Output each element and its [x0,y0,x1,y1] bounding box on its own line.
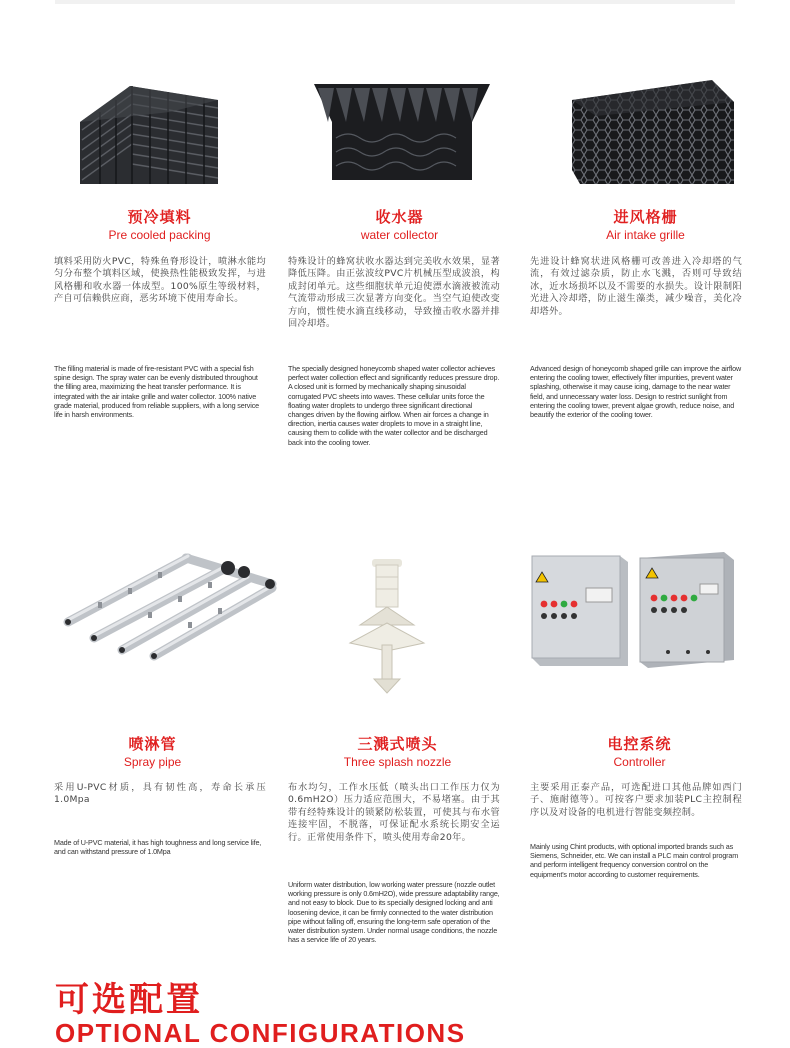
product-title-en: Three splash nozzle [343,755,452,769]
product-desc-cn: 布水均匀，工作水压低（喷头出口工作压力仅为0.6mH2O）压力适应范围大，不易堵塞。由于其带有经特殊设计的锁紧防松装置，可使其与布水管连接牢固，不脱落，可保证配水系统长期安全运行。正常使用条件下，喷头使用寿命20年。 [288,782,500,843]
product-desc-cn: 主要采用正泰产品，可选配进口其他品牌如西门子、施耐德等）。可按客户要求加装PLC主控制程序以及对设备的电机进行智能变频控制。 [530,782,742,818]
water-collector-image [312,82,492,180]
product-title-cn: 电控系统 [607,735,672,753]
product-desc-en: The specially designed honeycomb shaped water collector achieves perfect water collection effect and significantly reduces pressure drop. A closed unit is formed by mechanically shaping sinusoidal corrugated PVC sheets into waves. These cellular units force the floating water droplets to undergo three significant directional changes driven by the flowing airflow. When air forces a change in direction, inertia causes water droplets to move in a straight line, causing them to collide with the water collector and be discharged back into the cooling tower. [288,364,500,447]
product-title-cn: 三溅式喷头 [357,735,438,753]
splash-nozzle-image [346,555,428,695]
product-title-en: Spray pipe [123,755,182,769]
product-desc-en: Mainly using Chint products, with optional imported brands such as Siemens, Schneider, etc. We can install a PLC main control program and perform intelligent frequency conversion control on the equipment's motor according to customer requirements. [530,842,739,879]
product-title-en: Air intake grille [606,228,685,242]
product-title-en: Pre cooled packing [108,228,211,242]
pre-cooled-packing-image [70,82,220,184]
product-title-en: water collector [360,228,439,242]
product-desc-cn: 先进设计蜂窝状进风格栅可改善进入冷却塔的气流，有效过滤杂质，防止水飞溅，否则可导致结冰，近水场损坏以及不需要的水损失。设计限制阳光进入冷却塔，防止滋生藻类，减少噪音，美化冷却塔外。 [530,256,742,317]
product-desc-en: The filling material is made of fire-resistant PVC with a special fish spine design. The spray water can be evenly distributed throughout the filling area, maximizing the heat transfer performance. It is integrated with the air intake grille and water collector. 100% native grade material, produced from reliable suppliers, with a long service life in harsh environments. [54,364,259,420]
product-desc-cn: 填料采用防火PVC，特殊鱼脊形设计，喷淋水能均匀分布整个填料区域，使换热性能极致发挥，与进风格栅和收水器一体成型。100%原生等级材料，产自可信赖供应商，恶劣环境下使用寿命长。 [54,256,266,305]
product-title-cn: 收水器 [375,208,424,226]
product-desc-cn: 特殊设计的蜂窝状收水器达到完美收水效果，显著降低压降。由正弦波纹PVC片机械压型成波浪，构成封闭单元。这些细胞状单元迫使漂水滴液被流动气流带动形成三次显著方向变化。当空气迫使改变方向，惯性使水滴直线移动，导致撞击收水器并排回冷却塔。 [288,256,500,330]
section-title-cn: 可选配置 [55,980,203,1020]
product-desc-en: Made of U-PVC material, it has high toughness and long service life, and can withstand pressure of 1.0Mpa [54,838,262,857]
product-title-cn: 喷淋管 [128,735,177,753]
section-title-en: OPTIONAL CONFIGURATIONS [55,1018,466,1048]
product-title-cn: 进风格栅 [613,208,678,226]
controller-cabinets-image [528,548,738,672]
product-desc-en: Advanced design of honeycomb shaped grille can improve the airflow entering the cooling tower, effectively filter impurities, prevent water splashing, otherwise it may cause icing, damage to the near water field, and unnecessary water loss. Design to restrict sunlight from entering the cooling tower, prevent algae growth, reduce noise, and beautify the exterior of the cooling tower. [530,364,742,420]
product-desc-cn: 采用U-PVC材质，具有韧性高，寿命长承压1.0Mpa [54,782,266,806]
product-title-en: Controller [613,755,666,769]
top-divider [55,0,735,4]
product-desc-en: Uniform water distribution, low working water pressure (nozzle outlet working pressure is only 0.6mH2O), wide pressure adaptability range, and not easy to block. Due to its specially designed locking and anti loosening device, it can be firmly connected to the water distribution pipe without falling off, ensuring the long-term safe operation of the water distribution system. Under normal usage conditions, the nozzle has a service life of 20 years. [288,880,500,945]
air-intake-grille-image [572,80,734,184]
product-title-cn: 预冷填料 [127,208,192,226]
spray-pipe-image [58,546,284,662]
